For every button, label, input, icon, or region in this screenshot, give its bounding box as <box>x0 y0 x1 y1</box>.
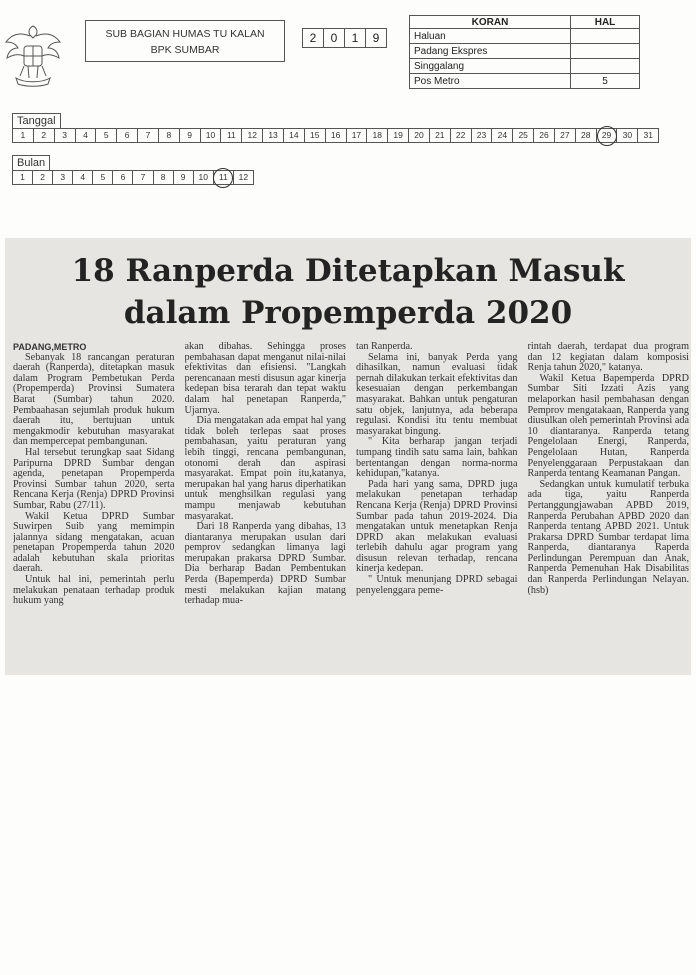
tanggal-number-cell: 19 <box>388 129 409 142</box>
tanggal-number-cell: 30 <box>617 129 638 142</box>
tanggal-number-cell: 22 <box>451 129 472 142</box>
tanggal-number-cell: 18 <box>367 129 388 142</box>
tanggal-number-cell: 17 <box>347 129 368 142</box>
tanggal-number-cell: 20 <box>409 129 430 142</box>
tanggal-number-cell: 8 <box>159 129 180 142</box>
tanggal-number-cell: 9 <box>180 129 201 142</box>
tanggal-number-cell: 12 <box>242 129 263 142</box>
tanggal-number-cell: 3 <box>55 129 76 142</box>
bulan-number-cell: 1 <box>13 171 33 184</box>
bulan-number-cell: 4 <box>73 171 93 184</box>
tanggal-number-cell: 11 <box>221 129 242 142</box>
tanggal-number-cell: 4 <box>76 129 97 142</box>
paragraph: Untuk hal ini, pemerintah perlu melakukan penataan terhadap produk hukum yang <box>13 574 175 607</box>
paragraph: Wakil Ketua Bapemperda DPRD Sumbar Siti Izzati Azis yang melaporkan hasil pembahasan dengan Pemprov mengatakaan, Ranperda yang diusulkan oleh pemerintah Provinsi ada 10 diantaranya. Ranperda tetang Pengelolaan Energi, Ranperda, Pengelolaan Hutan, Ranperda Penyelenggaraan Perpustakaan dan Ranperda tentang Keamanan Pangan. <box>527 372 689 480</box>
page-number <box>571 44 640 59</box>
article-column-4 <box>528 342 690 672</box>
page-number <box>571 59 640 74</box>
newspaper-name: Padang Ekspres <box>410 44 571 59</box>
bulan-number-cell: 6 <box>113 171 133 184</box>
article-headline <box>5 250 691 334</box>
tanggal-number-cell: 29 <box>597 129 618 142</box>
article-body <box>13 342 689 672</box>
year-digit: 0 <box>324 29 345 47</box>
bulan-number-cell: 7 <box>133 171 153 184</box>
article-column-2 <box>185 342 347 672</box>
tanggal-number-cell: 16 <box>326 129 347 142</box>
paragraph: Selama ini, banyak Perda yang dihasilkan, namun evaluasi tidak pernah dilakukan terkait efektivitas dan kesesuaian dengan perkembangan masyarakat. Bahkan untuk pengaturan satu objek, lanjutnya, ada beberapa regulasi. Kondisi itu tentu membuat masyarakat bingung. <box>356 351 518 437</box>
paragraph: rintah daerah, terdapat dua program dan 12 kegiatan dalam komposisi Renja tahun 2020," katanya. <box>527 342 689 374</box>
year-digit: 2 <box>303 29 324 47</box>
tanggal-number-cell: 21 <box>430 129 451 142</box>
unit-line-2: BPK SUMBAR <box>150 44 220 56</box>
year-box <box>302 28 387 48</box>
paragraph: Dia mengatakan ada empat hal yang tidak boleh terlepas saat proses pembahasan, yaitu peraturan yang lebih tinggi, rencana pembangunan, otonomi derah dan aspirasi masyarakat. Empat poin itu,katanya, merupakan hal yang harus diperhatikan untuk menghsilkan regulasi yang mampu menjawab kebutuhan masyarakat. <box>184 415 346 522</box>
bulan-number-row <box>12 170 254 185</box>
table-row <box>410 59 640 74</box>
paragraph: akan dibahas. Sehingga proses pembahasan dapat menganut nilai-nilai efektivitas dan efisiensi. "Langkah perencanaan mesti disusun agar kinerja kedepan bisa terarah dan tepat waktu dalam hal penetapan Ranperda," Ujarnya. <box>184 342 346 416</box>
bulan-label: Bulan <box>12 155 50 171</box>
tanggal-number-cell: 23 <box>472 129 493 142</box>
tanggal-number-cell: 25 <box>513 129 534 142</box>
tanggal-number-cell: 15 <box>305 129 326 142</box>
paragraph: Sedangkan untuk kumulatif terbuka ada tiga, yaitu Ranperda Pertanggungjawaban APBD 2019, Ranperda Perubahan APBD 2020 dan Ranperda tentang APBD 2021. Untuk Prakarsa DPRD Sumbar terdapat lima Ranperda, diantaranya Raperda Perlindungan Perempuan dan Anak, Ranperda Pemenuhan Hak Disabilitas dan Ranperda Perlindungan Nelayan. (hsb) <box>527 478 689 596</box>
year-digit: 9 <box>372 31 380 45</box>
headline-line-2: dalam Propemperda 2020 <box>123 295 573 331</box>
paragraph: Pada hari yang sama, DPRD juga melakukan penetapan terhadap Rencana Kerja (Renja) DPRD Provinsi Sumbar pada tahun 2019-2024. Dia mengatakan untuk menetapkan Renja DPRD akan melakukan evaluasi terlebih dahulu agar program yang disusun relevan terhadap, rencana kinerja kedepan. <box>356 478 518 575</box>
col-header-page: HAL <box>571 16 640 29</box>
newspaper-name: Singgalang <box>410 59 571 74</box>
article-dateline: PADANG,METRO <box>13 342 87 352</box>
tanggal-number-cell: 26 <box>534 129 555 142</box>
paragraph: Sebanyak 18 rancangan peraturan daerah (Ranperda), ditetapkan masuk dalam Program Pembetukan Perda (Propemperda) Provinsi Sumatera Barat (Sumbar) tahun 2020. Pembaahasan sejumlah produk hukum daerah itu, bertujuan untuk mengakmodir kebutuhan masyarakat dan mempercepat pembangunan. <box>13 351 175 448</box>
tanggal-number-cell: 5 <box>96 129 117 142</box>
paragraph: " Untuk menunjang DPRD sebagai penyelenggara peme- <box>356 574 518 596</box>
bulan-number-cell: 5 <box>93 171 113 184</box>
page-number: 5 <box>571 74 640 89</box>
newspaper-name: Haluan <box>410 29 571 44</box>
unit-line-1: SUB BAGIAN HUMAS TU KALAN <box>105 28 265 40</box>
table-row <box>410 29 640 44</box>
tanggal-number-cell: 1 <box>13 129 34 142</box>
bulan-number-cell: 9 <box>174 171 194 184</box>
paragraph: Dari 18 Ranperda yang dibahas, 13 diantaranya merupakan usulan dari pemprov sedangkan limanya lagi merupakan prakarsa DPRD Sumbar. Dia berharap Badan Pembentukan Perda (Bapemperda) DPRD Sumbar mesti melakukan kajian matang terhadap mua- <box>184 521 346 607</box>
tanggal-number-cell: 14 <box>284 129 305 142</box>
tanggal-number-cell: 24 <box>492 129 513 142</box>
tanggal-number-cell: 31 <box>643 130 653 140</box>
bulan-number-cell: 10 <box>194 171 214 184</box>
article-column-3 <box>356 342 518 672</box>
headline-line-1: 18 Ranperda Ditetapkan Masuk <box>71 253 625 289</box>
tanggal-number-row <box>12 128 659 143</box>
bulan-number-cell: 8 <box>154 171 174 184</box>
tanggal-number-cell: 10 <box>201 129 222 142</box>
paragraph: Hal tersebut terungkap saat Sidang Paripurna DPRD Sumbar dengan agenda, penetapan Propemperda Provinsi Sumbar tahun 2020, serta Rencana Kerja (Renja) DPRD Provinsi Sumbar, Rabu (27/11). <box>13 446 175 511</box>
tanggal-label: Tanggal <box>12 113 61 129</box>
page-number <box>571 29 640 44</box>
newspaper-source-table <box>409 15 640 89</box>
tanggal-number-cell: 28 <box>576 129 597 142</box>
bulan-number-cell: 12 <box>238 172 249 182</box>
year-digit: 1 <box>345 29 366 47</box>
tanggal-number-cell: 2 <box>34 129 55 142</box>
bulan-number-cell: 2 <box>33 171 53 184</box>
paragraph: tan Ranperda. <box>356 342 413 352</box>
paragraph: " Kita berharap jangan terjadi tumpang tindih satu sama lain, bahkan bertentangan dengan norma-norma kehidupan,"katanya. <box>356 436 518 480</box>
bulan-number-cell: 11 <box>214 171 234 184</box>
paragraph: Wakil Ketua DPRD Sumbar Suwirpen Suib yang memimpin jalannya sidang mengatakan, acuan penetapan Propemperda tahun 2020 adalah kebutuhan skala prioritas daerah. <box>13 510 175 575</box>
bulan-number-cell: 3 <box>53 171 73 184</box>
tanggal-number-cell: 13 <box>263 129 284 142</box>
tanggal-number-cell: 27 <box>555 129 576 142</box>
newspaper-name: Pos Metro <box>410 74 571 89</box>
tanggal-number-cell: 7 <box>138 129 159 142</box>
article-column-1 <box>13 342 175 672</box>
tanggal-number-cell: 6 <box>117 129 138 142</box>
table-row <box>410 74 640 89</box>
unit-label-box <box>85 20 285 62</box>
table-row <box>410 44 640 59</box>
col-header-newspaper: KORAN <box>410 16 571 29</box>
garuda-emblem-icon <box>2 20 64 88</box>
newspaper-clipping <box>5 238 691 675</box>
